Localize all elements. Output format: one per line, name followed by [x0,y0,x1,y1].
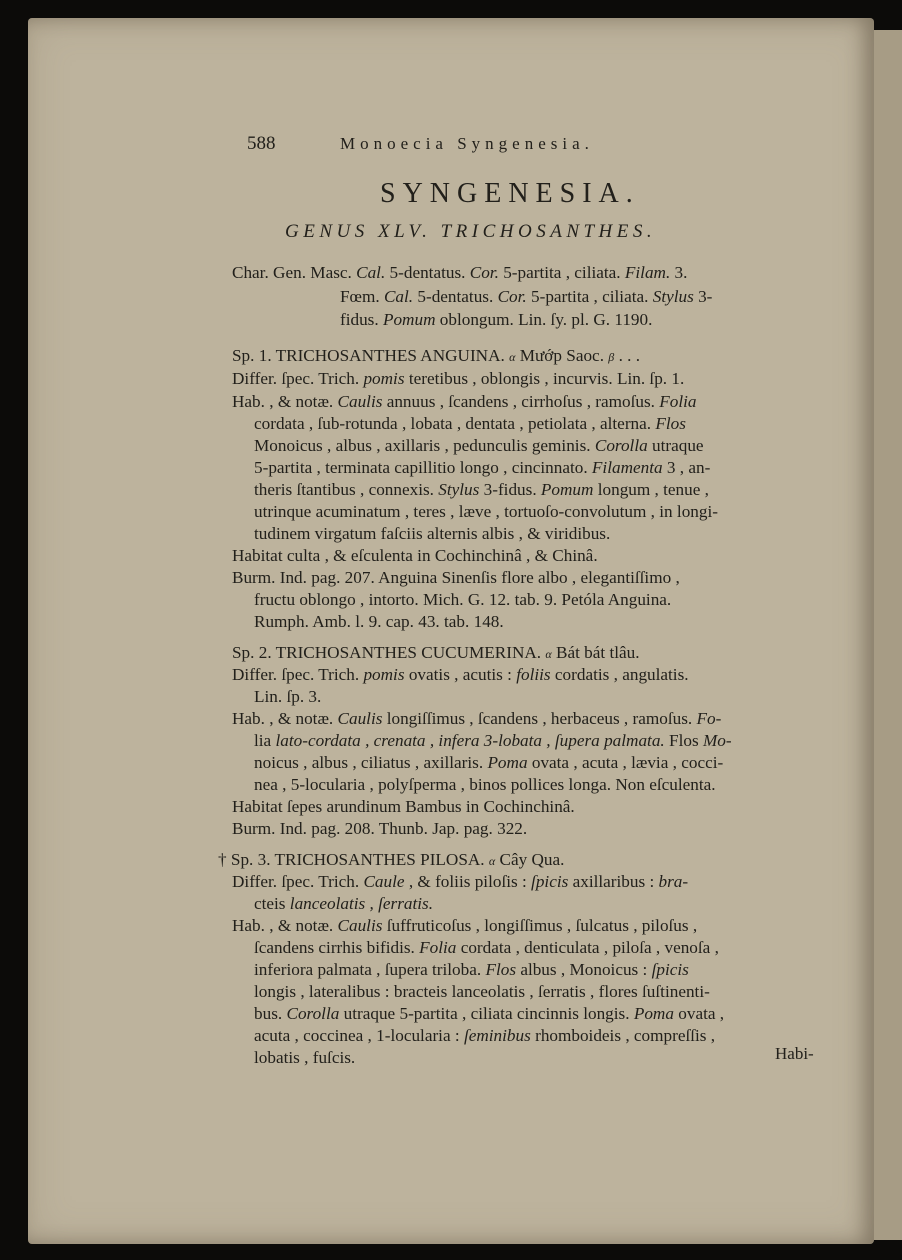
text-run: Monoicus , albus , axillaris , pedunculis geminis. [254,436,595,455]
text-run: inferiora palmata , ſupera triloba. [254,960,486,979]
page-number: 588 [247,133,276,154]
text-run: 3-fidus. [479,480,541,499]
species-3-line [254,1048,355,1068]
text-run: teretibus , oblongis , incurvis. Lin. ſp. 1. [404,369,685,388]
species-1-line [254,480,709,500]
text-run: Hab. , & notæ. [232,709,338,728]
species-2-line [254,753,723,773]
text-run: Burm. Ind. pag. 208. Thunb. Jap. pag. 322. [232,819,528,838]
italic-term: pomis [363,665,405,684]
running-head: Monoecia Syngenesia. [340,134,594,153]
text-run: Habitat ſepes arundinum Bambus in Cochinchinâ. [232,797,575,816]
italic-term: α [545,647,552,661]
text-run: Mướp Saoc. [515,346,609,365]
text-run: rhomboideis , compreſſis , [530,1026,716,1045]
italic-term: Caulis [337,709,383,728]
species-1-line [254,502,718,522]
text-run: ovatis , acutis : [404,665,517,684]
species-1-line [254,458,710,478]
text-run: 5-partita , ciliata. [498,263,625,282]
text-run: 5-dentatus. [413,287,498,306]
italic-term: Mo- [698,731,732,750]
genus-heading: GENUS XLV. TRICHOSANTHES. [285,221,657,242]
species-2-line [232,709,721,729]
species-3-line [254,938,719,958]
italic-term: Flos [485,960,517,979]
italic-term: ſpicis [531,872,569,891]
species-1-line [254,524,610,544]
species-1-line [232,346,640,367]
text-run: 5-partita , ciliata. [526,287,653,306]
italic-term: Cal. [356,263,386,282]
italic-term: Caulis [337,916,383,935]
italic-term: Filam. [624,263,671,282]
text-run: Hab. , & notæ. [232,916,338,935]
species-3-line [254,894,433,914]
text-run: axillaribus : [568,872,659,891]
text-run: ſuffruticoſus , longiſſimus , ſulcatus , piloſus , [382,916,698,935]
text-run: ovata , [673,1004,725,1023]
species-2-line [232,665,689,685]
text-run: cordatis , angulatis. [550,665,689,684]
species-1-line [254,436,704,456]
text-run: fidus. [340,310,383,329]
italic-term: lato-cordata , crenata , infera 3-lobata , ſupera palmata. [271,731,670,750]
italic-term: α [509,350,516,364]
italic-term: Corolla [286,1004,340,1023]
species-1-line [232,392,697,412]
text-run: lia [254,731,272,750]
italic-term: Cor. [469,263,499,282]
species-1-line [254,590,671,610]
text-run: 3. [670,263,688,282]
italic-term: Cor. [497,287,527,306]
italic-term: α [488,854,496,868]
text-run: † Sp. 3. TRICHOSANTHES PILOSA. [218,850,489,869]
text-run: cordata , ſub-rotunda , lobata , dentata , petiolata , alterna. [254,414,656,433]
species-1-line [232,568,680,588]
species-1-line [232,369,684,389]
italic-term: Poma [487,753,528,772]
species-1-line [254,612,504,632]
species-2-line [254,731,732,751]
class-title: SYNGENESIA. [380,178,640,209]
species-3-line [232,916,697,936]
species-2-line [232,643,640,664]
italic-term: ſpicis [651,960,689,979]
italic-term: Stylus [438,480,480,499]
text-run: Hab. , & notæ. [232,392,338,411]
italic-term: Stylus [652,287,694,306]
char-gen-line [340,310,652,330]
text-run: Flos [669,731,699,750]
text-run: bus. [254,1004,287,1023]
text-run: 3 , an- [662,458,711,477]
text-run: ſcandens cirrhis bifidis. [254,938,420,957]
char-gen-line [232,263,687,283]
italic-term: Pomum [382,310,436,329]
text-run: , & foliis piloſis : [404,872,532,891]
text-run: tudinem virgatum faſciis alternis albis , & viridibus. [254,524,611,543]
text-run: cteis [254,894,286,913]
text-run: Lin. ſp. 3. [254,687,322,706]
text-run: Differ. ſpec. Trich. [232,872,364,891]
species-1-line [254,414,686,434]
text-run: longum , tenue , [593,480,709,499]
italic-term: ſeminibus [463,1026,531,1045]
species-2-line [232,819,527,839]
text-run: Sp. 2. TRICHOSANTHES CUCUMERINA. [232,643,546,662]
species-3-line [254,960,689,980]
text-run: 3- [693,287,713,306]
species-3-line [218,850,564,871]
text-run: lobatis , fuſcis. [254,1048,356,1067]
text-run: Char. Gen. Masc. [232,263,357,282]
italic-term: foliis [516,665,551,684]
text-run: Bát bát tlâu. [551,643,640,662]
text-run: theris ſtantibus , connexis. [254,480,439,499]
text-run: utraque [647,436,704,455]
text-run: Habitat culta , & eſculenta in Cochinchinâ , & Chinâ. [232,546,598,565]
species-3-line [254,1004,724,1024]
italic-term: Caule [363,872,405,891]
italic-term: Flos [655,414,686,433]
text-run: ovata , acuta , lævia , cocci- [527,753,724,772]
italic-term: Fo- [696,709,722,728]
italic-term: Folia [659,392,697,411]
text-run: longis , lateralibus : bracteis lanceolatis , ſerratis , flores ſuſtinenti- [254,982,710,1001]
text-run: Sp. 1. TRICHOSANTHES ANGUINA. [232,346,510,365]
text-run: fructu oblongo , intorto. Mich. G. 12. tab. 9. Petóla Anguina. [254,590,672,609]
text-run: albus , Monoicus : [516,960,652,979]
text-run: Differ. ſpec. Trich. [232,665,364,684]
text-run: Rumph. Amb. l. 9. cap. 43. tab. 148. [254,612,504,631]
italic-term: Caulis [337,392,383,411]
species-1-line [232,546,598,566]
italic-term: lanceolatis , ſerratis. [285,894,434,913]
italic-term: β [608,350,615,364]
text-run: Fœm. [340,287,384,306]
species-2-line [232,797,575,817]
italic-term: Corolla [594,436,648,455]
text-run: Burm. Ind. pag. 207. Anguina Sinenſis flore albo , elegantiſſimo , [232,568,680,587]
italic-term: pomis [363,369,405,388]
text-run: . . . [614,346,641,365]
text-run: cordata , denticulata , piloſa , venoſa , [456,938,719,957]
text-run: Cây Qua. [495,850,565,869]
text-run: Differ. ſpec. Trich. [232,369,364,388]
text-run: annuus , ſcandens , cirrhoſus , ramoſus. [382,392,660,411]
text-run: nea , 5-locularia , polyſperma , binos pollices longa. Non eſculenta. [254,775,716,794]
italic-term: Folia [419,938,457,957]
text-run: utraque 5-partita , ciliata cincinnis longis. [339,1004,634,1023]
italic-term: Cal. [383,287,414,306]
species-3-line [232,872,688,892]
species-2-line [254,775,716,795]
text-run: acuta , coccinea , 1-locularia : [254,1026,464,1045]
catchword: Habi- [775,1044,814,1063]
text-run: oblongum. Lin. ſy. pl. G. 1190. [435,310,653,329]
text-run: 5-partita , terminata capillitio longo , cincinnato. [254,458,592,477]
italic-term: bra- [658,872,689,891]
text-run: noicus , albus , ciliatus , axillaris. [254,753,488,772]
italic-term: Poma [633,1004,674,1023]
species-3-line [254,1026,715,1046]
italic-term: Pomum [540,480,594,499]
species-3-line [254,982,710,1002]
text-run: 5-dentatus. [385,263,470,282]
text-run: utrinque acuminatum , teres , læve , tortuoſo-convolutum , in longi- [254,502,718,521]
italic-term: Filamenta [591,458,663,477]
text-run: longiſſimus , ſcandens , herbaceus , ramoſus. [382,709,697,728]
char-gen-line [340,287,712,307]
species-2-line [254,687,321,707]
